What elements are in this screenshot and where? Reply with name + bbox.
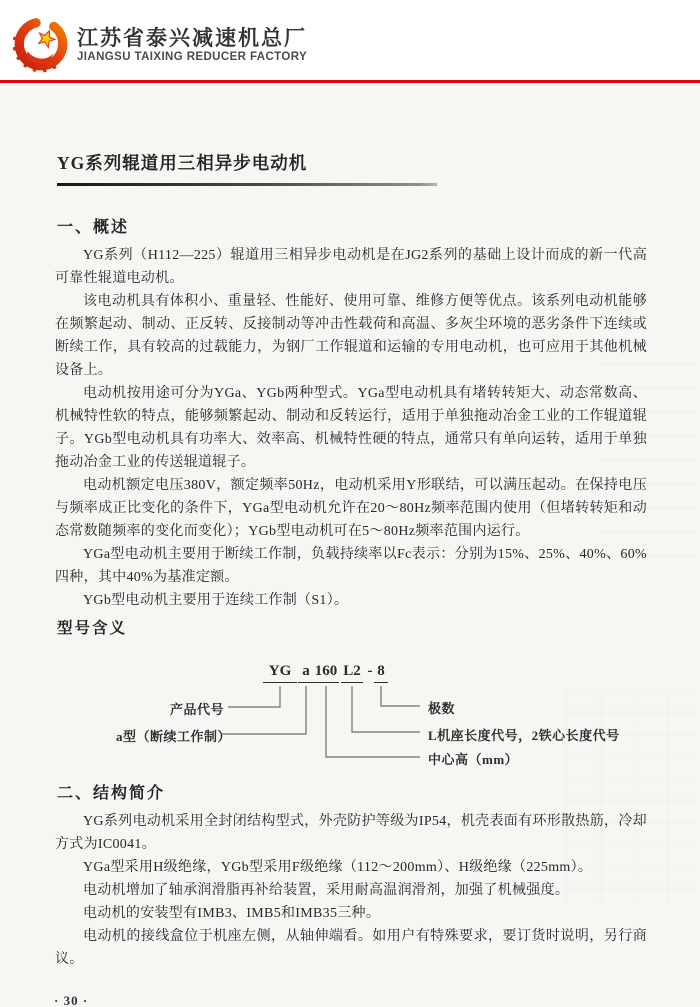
- paragraph: 电动机按用途可分为YGa、YGb两种型式。YGa型电动机具有堵转转矩大、动态常数高、机械特性软的特点，能够频繁起动、制动和反转运行，适用于单独拖动冶金工业的工作辊道辊子。YGb型电动机具有功率大、效率高、机械特性硬的特点，通常只有单向运转，适用于单独拖动冶金工业的传送辊道辊子。: [55, 386, 647, 470]
- title-underline-rule: [57, 183, 437, 186]
- brand-name-chinese: 江苏省泰兴减速机总厂: [77, 27, 307, 50]
- header-divider-rule: [0, 80, 700, 83]
- paragraph: YG系列（H112—225）辊道用三相异步电动机是在JG2系列的基础上设计而成的新一代高可靠性辊道电动机。: [55, 248, 647, 286]
- paragraph: 电动机额定电压380V，额定频率50Hz，电动机采用Y形联结，可以满压起动。在保持电压与频率成正比变化的条件下，YGa型电动机允许在20～80Hz频率范围内使用（但堵转转矩和动态常数随频率的变化而变化）；YGb型电动机可在5～80Hz频率范围内运行。: [55, 478, 647, 539]
- paragraph: 该电动机具有体积小、重量轻、性能好、使用可靠、维修方便等优点。该系列电动机能够在频繁起动、制动、正反转、反接制动等冲击性载荷和高温、多灰尘环境的恶劣条件下连续或断续工作，具有较高的过载能力，为钢厂工作辊道和运输的专用电动机，也可应用于其他机械设备上。: [55, 294, 647, 378]
- paragraph: 电动机增加了轴承润滑脂再补给装置，采用耐高温润滑剂，加强了机械强度。: [83, 883, 570, 898]
- brand-name-english: JIANGSU TAIXING REDUCER FACTORY: [77, 51, 308, 63]
- paragraph: YGa型采用H级绝缘，YGb型采用F级绝缘（112～200mm）、H级绝缘（225mm）。: [83, 860, 593, 875]
- model-code-part-series: YG: [263, 663, 297, 683]
- page-number: · 30 ·: [54, 993, 89, 1007]
- section-heading-structure: 二、结构简介: [57, 785, 166, 802]
- label-poles: 极数: [428, 701, 456, 716]
- paragraph: 电动机的接线盒位于机座左侧，从轴伸端看。如用户有特殊要求，要订货时说明，另行商议。: [55, 929, 647, 967]
- paragraph: YG系列电动机采用全封闭结构型式，外壳防护等级为IP54，机壳表面有环形散热筋，冷却方式为IC0041。: [55, 814, 647, 852]
- model-code-part-center-height: 160: [313, 663, 339, 683]
- label-center-height: 中心高（mm）: [428, 752, 519, 767]
- section-heading-overview: 一、概述: [57, 219, 130, 236]
- label-product-code: 产品代号: [170, 702, 225, 717]
- factory-logo-icon: [12, 15, 70, 73]
- structure-paragraphs: [55, 810, 647, 971]
- section-heading-model-meaning: 型号含义: [57, 620, 128, 637]
- page-header: [0, 0, 700, 80]
- paragraph: YGa型电动机主要用于断续工作制，负载持续率以Fc表示：分别为15%、25%、40%、60%四种，其中40%为基准定额。: [55, 547, 647, 585]
- paragraph: 电动机的安装型有IMB3、IMB5和IMB35三种。: [83, 906, 381, 921]
- overview-paragraphs: [55, 244, 647, 612]
- model-code-part-poles: 8: [374, 663, 388, 683]
- model-code-part-duty: a: [298, 663, 314, 683]
- paragraph: YGb型电动机主要用于连续工作制（S1）。: [83, 593, 349, 608]
- document-title: YG系列辊道用三相异步电动机: [57, 153, 308, 173]
- model-code-part-frame: L2: [341, 663, 363, 683]
- model-code-dash: -: [367, 663, 373, 679]
- label-frame-length: L机座长度代号，2铁心长度代号: [428, 728, 620, 743]
- label-duty-type: a型（断续工作制）: [116, 729, 232, 744]
